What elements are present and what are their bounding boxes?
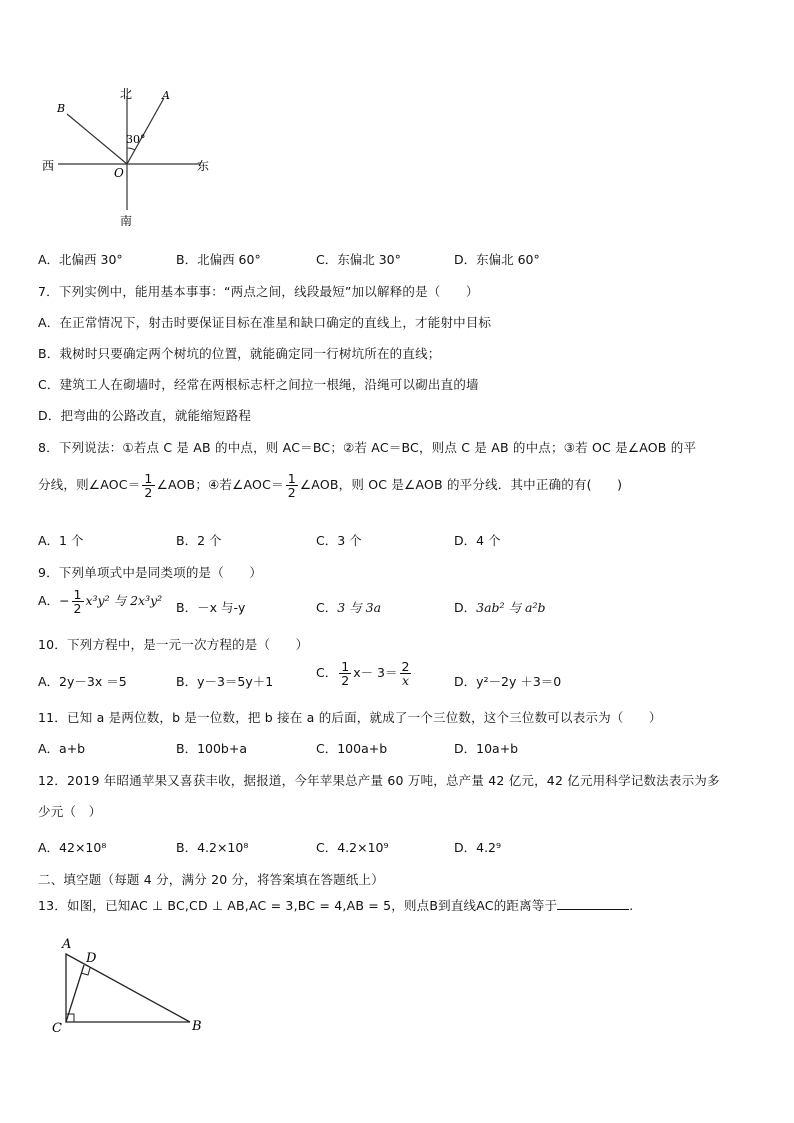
q9-c-label: C．: [316, 600, 338, 615]
q9-a-fraction: $\frac{1}{2}$: [73, 587, 82, 617]
triangle-abc: [66, 954, 190, 1022]
q7-stem: 7．下列实例中，能用基本事事：“两点之间，线段最短”加以解释的是（ ）: [38, 284, 479, 299]
q10-option-c[interactable]: [316, 660, 413, 687]
section-heading: 二、填空题（每题 4 分，满分 20 分，将答案填在答题纸上）: [38, 872, 384, 887]
q11-option-a[interactable]: A．a+b: [38, 741, 86, 756]
q7-option-a[interactable]: A．在正常情况下，射击时要保证目标在准星和缺口确定的直线上，才能射中目标: [38, 315, 492, 330]
q13-stem: [38, 896, 633, 914]
q11-stem: 11．已知 a 是两位数，b 是一位数，把 b 接在 a 的后面，就成了一个三位数，这个三位数可以表示为（ ）: [38, 710, 662, 725]
q13-text: 13．如图，已知AC ⊥ BC,CD ⊥ AB,AC = 3,BC = 4,AB = 5，则点B到直线AC的距离等于: [38, 898, 558, 913]
q10-option-d[interactable]: D．y²－2y ＋3＝0: [454, 674, 562, 689]
q8-line1: 8．下列说法：①若点 C 是 AB 的中点，则 AC＝BC；②若 AC＝BC，则点 C 是 AB 的中点；③若 OC 是∠AOB 的平: [38, 440, 697, 455]
q7-option-b[interactable]: B．栽树时只要确定两个树坑的位置，就能确定同一行树坑所在的直线；: [38, 346, 441, 361]
q7-option-d[interactable]: D．把弯曲的公路改直，就能缩短路程: [38, 408, 252, 423]
q8-line2-part-b: ∠AOB；④若∠AOC＝: [156, 477, 284, 493]
east-label: 东: [197, 159, 210, 173]
q8-option-c[interactable]: C．3 个: [316, 533, 362, 548]
q12-option-a[interactable]: A．42×10⁸: [38, 840, 107, 855]
q8-line2: [38, 472, 622, 499]
q6-option-d[interactable]: D．东偏北 60°: [454, 252, 540, 267]
label-a: A: [62, 937, 72, 952]
ray-ob: [67, 114, 127, 164]
q12-line2: 少元（ ）: [38, 804, 102, 819]
q12-line1: 12．2019 年昭通苹果又喜获丰收，据报道，今年苹果总产量 60 万吨，总产量 42 亿元，42 亿元用科学记数法表示为多: [38, 773, 720, 788]
q9-option-a[interactable]: [38, 588, 162, 615]
north-label: 北: [120, 87, 133, 101]
q12-option-d[interactable]: D．4.2⁹: [454, 840, 502, 855]
q10-c-label: C．: [316, 665, 338, 681]
q8-fraction-1: $\frac{1}{2}$: [144, 471, 153, 501]
q9-d-terms: 3ab² 与 a²b: [476, 600, 546, 615]
q9-option-c[interactable]: [316, 598, 381, 616]
q8-option-a[interactable]: A．1 个: [38, 533, 84, 548]
q9-option-d[interactable]: [454, 598, 545, 616]
angle-arc: [127, 148, 135, 150]
q10-option-a[interactable]: A．2y－3x ＝5: [38, 674, 127, 689]
q8-line2-part-a: 分线，则∠AOC＝: [38, 477, 141, 493]
origin-label: O: [114, 166, 124, 180]
q6-option-b[interactable]: B．北偏西 60°: [176, 252, 261, 267]
q10-c-middle: x－ 3＝: [353, 665, 398, 681]
q6-option-c[interactable]: C．东偏北 30°: [316, 252, 401, 267]
q6-option-a[interactable]: A．北偏西 30°: [38, 252, 123, 267]
label-b: B: [192, 1019, 202, 1034]
q9-a-terms: x³y² 与 2x³y²: [85, 593, 163, 609]
point-a-label: A: [162, 89, 170, 102]
q7-option-c[interactable]: C．建筑工人在砌墙时，经常在两根标志杆之间拉一根绳，沿绳可以砌出直的墙: [38, 377, 479, 392]
q13-period: .: [629, 898, 634, 913]
q11-option-d[interactable]: D．10a+b: [454, 741, 519, 756]
south-label: 南: [120, 214, 133, 228]
q8-option-b[interactable]: B．2 个: [176, 533, 222, 548]
q8-fraction-2: $\frac{1}{2}$: [287, 471, 296, 501]
q11-option-c[interactable]: C．100a+b: [316, 741, 388, 756]
q8-line2-part-c: ∠AOB，则 OC 是∠AOB 的平分线．其中正确的有( ): [299, 477, 623, 493]
triangle-figure: [50, 932, 220, 1038]
q13-answer-blank[interactable]: [557, 897, 629, 910]
label-c: C: [52, 1021, 62, 1036]
q9-a-minus: −: [59, 593, 70, 609]
q10-stem: 10．下列方程中，是一元一次方程的是（ ）: [38, 637, 309, 652]
compass-figure: [40, 82, 220, 232]
west-label: 西: [42, 159, 55, 173]
point-b-label: B: [57, 102, 66, 115]
label-d: D: [86, 951, 97, 966]
q9-option-b[interactable]: B．－x 与-y: [176, 600, 246, 615]
q10-c-fraction-1: $\frac{1}{2}$: [341, 659, 350, 689]
q10-c-fraction-2: $\frac{2}{x}$: [401, 659, 410, 689]
q9-stem: 9．下列单项式中是同类项的是（ ）: [38, 565, 263, 580]
q9-c-terms: 3 与 3a: [337, 600, 382, 615]
q11-option-b[interactable]: B．100b+a: [176, 741, 248, 756]
ray-oa: [127, 98, 164, 164]
q10-option-b[interactable]: B．y－3＝5y＋1: [176, 674, 274, 689]
q12-option-c[interactable]: C．4.2×10⁹: [316, 840, 389, 855]
angle-label: 30°: [126, 133, 146, 146]
q8-option-d[interactable]: D．4 个: [454, 533, 501, 548]
q12-option-b[interactable]: B．4.2×10⁸: [176, 840, 249, 855]
q9-d-label: D．: [454, 600, 477, 615]
q9-a-label: A．: [38, 593, 60, 609]
